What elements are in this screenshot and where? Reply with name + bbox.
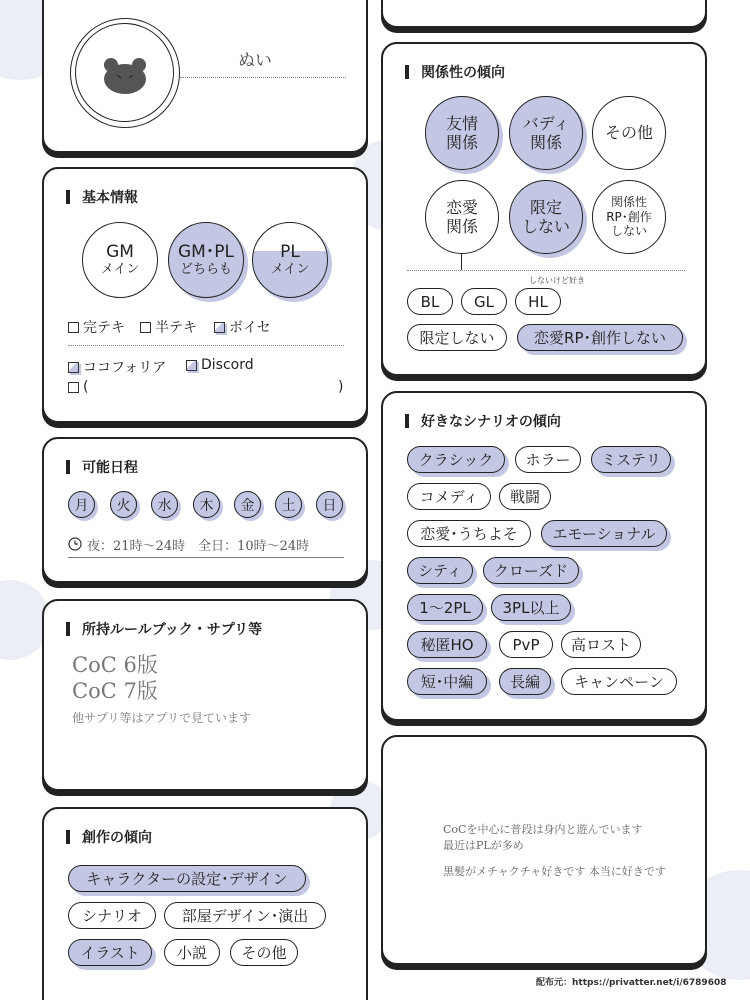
tag-character-design[interactable]: キャラクターの設定･デザイン	[68, 865, 306, 892]
role-gm-pl-both[interactable]: GM･PL どちらも	[168, 222, 244, 298]
tag-campaign[interactable]: キャンペーン	[561, 668, 677, 695]
rulebook-item: CoC 7版	[72, 679, 158, 703]
schedule-card	[42, 437, 368, 583]
section-title: 可能日程	[66, 457, 138, 477]
creation-card	[42, 807, 368, 1000]
rel-no-limit[interactable]: 限定 しない	[509, 180, 583, 254]
rel-other[interactable]: その他	[592, 96, 666, 170]
time-underline	[68, 557, 344, 558]
tag-city[interactable]: シティ	[407, 557, 473, 584]
tag-high-lost[interactable]: 高ロスト	[561, 631, 641, 658]
hl-note: しないけど好き	[529, 276, 585, 285]
tag-3pl[interactable]: 3PL以上	[491, 594, 571, 621]
tag-classic[interactable]: クラシック	[407, 446, 505, 473]
rulebook-card	[42, 599, 368, 791]
day-mon[interactable]: 月	[68, 491, 95, 518]
section-title: 好きなシナリオの傾向	[405, 411, 561, 431]
tag-pvp[interactable]: PvP	[499, 631, 553, 658]
top-right-card	[381, 0, 707, 28]
section-title: 所持ルールブック・サプリ等	[66, 619, 262, 639]
free-text-line: CoCを中心に普段は身内と遊んでいます	[443, 823, 643, 836]
tag-bl[interactable]: BL	[407, 288, 453, 315]
tag-no-romance-rp[interactable]: 恋愛RP･創作しない	[517, 324, 683, 351]
tag-battle[interactable]: 戦闘	[499, 483, 551, 510]
check-cocofolia[interactable]: ココフォリア	[68, 357, 166, 377]
tag-horror[interactable]: ホラー	[515, 446, 581, 473]
tag-romance[interactable]: 恋愛･うちよそ	[407, 520, 531, 547]
character-name: ぬい	[238, 51, 272, 71]
avatar-frame	[70, 18, 180, 128]
free-text-line: 黒髪がメチャクチャ好きです 本当に好きです	[443, 865, 666, 878]
tag-short-mid[interactable]: 短･中編	[407, 668, 487, 695]
check-han-teki[interactable]: 半テキ	[140, 317, 197, 337]
checkbox[interactable]	[68, 382, 79, 393]
checkbox-checked[interactable]	[68, 362, 79, 373]
checkbox[interactable]	[140, 322, 151, 333]
relationship-card	[381, 42, 707, 376]
connector-line	[461, 254, 462, 270]
tag-1-2pl[interactable]: 1〜2PL	[407, 594, 483, 621]
tag-emotional[interactable]: エモーショナル	[541, 520, 667, 547]
name-underline	[180, 77, 346, 78]
tag-hl[interactable]: HL	[515, 288, 561, 315]
rulebook-note: 他サプリ等はアプリで見ています	[72, 711, 252, 725]
divider	[407, 270, 685, 271]
tag-other[interactable]: その他	[230, 939, 298, 966]
day-fri[interactable]: 金	[234, 491, 261, 518]
tag-novel[interactable]: 小説	[164, 939, 220, 966]
rel-romance[interactable]: 恋愛 関係	[425, 180, 499, 254]
day-sun[interactable]: 日	[316, 491, 343, 518]
tag-long[interactable]: 長編	[499, 668, 551, 695]
tag-illust[interactable]: イラスト	[68, 939, 152, 966]
clock-icon	[68, 537, 82, 551]
check-voice-session[interactable]: ボイセ	[214, 317, 271, 337]
scenario-card	[381, 391, 707, 721]
checkbox-checked[interactable]	[214, 322, 225, 333]
basic-info-card	[42, 167, 368, 423]
day-tue[interactable]: 火	[110, 491, 137, 518]
rel-no-rp[interactable]: 関係性 RP･創作 しない	[592, 180, 666, 254]
free-text-line: 最近はPLが多め	[443, 839, 524, 852]
bear-face-icon	[100, 55, 150, 95]
tag-comedy[interactable]: コメディ	[407, 483, 491, 510]
freetext-card	[381, 735, 707, 965]
divider	[68, 345, 344, 346]
rulebook-item: CoC 6版	[72, 653, 158, 677]
time-range: 夜：21時～24時 全日：10時～24時	[87, 539, 310, 554]
checkbox[interactable]	[68, 322, 79, 333]
other-close-paren: )	[338, 379, 344, 395]
day-wed[interactable]: 水	[151, 491, 178, 518]
role-pl-main[interactable]: PL メイン	[252, 222, 328, 298]
section-title: 関係性の傾向	[405, 62, 505, 82]
role-gm-main[interactable]: GM メイン	[82, 222, 158, 298]
tag-room-design[interactable]: 部屋デザイン･演出	[164, 902, 326, 929]
section-title: 創作の傾向	[66, 827, 152, 847]
tag-mystery[interactable]: ミステリ	[591, 446, 671, 473]
check-kan-teki[interactable]: 完テキ	[68, 317, 125, 337]
day-thu[interactable]: 木	[193, 491, 220, 518]
tag-closed[interactable]: クローズド	[483, 557, 579, 584]
rel-friendship[interactable]: 友情 関係	[425, 96, 499, 170]
day-sat[interactable]: 土	[275, 491, 302, 518]
tag-no-limit[interactable]: 限定しない	[407, 324, 507, 351]
check-other[interactable]: (	[68, 379, 88, 395]
footer-credit: 配布元：https://privatter.net/i/6789608	[536, 978, 727, 988]
tag-scenario[interactable]: シナリオ	[68, 902, 156, 929]
check-discord[interactable]: Discord	[186, 357, 254, 373]
tag-secret-ho[interactable]: 秘匿HO	[407, 631, 487, 658]
tag-gl[interactable]: GL	[461, 288, 507, 315]
section-title: 基本情報	[66, 187, 138, 207]
rel-buddy[interactable]: バディ 関係	[509, 96, 583, 170]
profile-card	[42, 0, 368, 153]
checkbox-checked[interactable]	[186, 360, 197, 371]
